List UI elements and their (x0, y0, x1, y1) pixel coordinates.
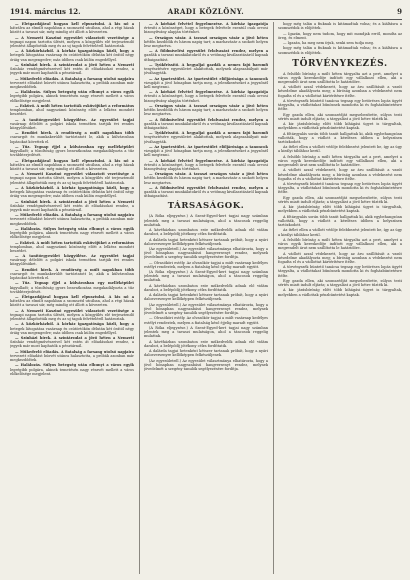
story-paragraph: hogy még talán a fiuknak is kitámadtak volna; és a kiáltásra a szomszédok is előjöttek. (278, 22, 402, 31)
society-paragraph: — Olvasóköri estély. Az olvasókör tagjai a múlt vasárnap kedélyes estélyt rendeztek, melyen a fiatalság késő éjjelig maradt együtt. (144, 316, 268, 325)
society-paragraph: (A Róka eljegyzése.) A Szent-Egyed-kert tagjai nagy számban jelentek meg a tavaszi mulatságon, ahol a táncosok reggelig mulattak. (144, 270, 268, 283)
news-paragraph: — Műkedvelő előadás. A fiatalság a farsang utolsó napjaira tervezett előadást húsvét utánra halasztotta, a próbák azonban már megkezdődtek. (10, 349, 134, 363)
news-paragraph: — A közkórházból. A kórház igazgatósága közli, hogy a betegek látogatása vasárnap és csütörtökön délután két órától négy óráig van megengedve; más időben csak külön engedéllyel. (10, 322, 134, 335)
news-paragraph: — A földmívelési egyesület felolvasást rendez, melyen a gazdák a tavaszi munkálatokról és a vetőmag kiválasztásáról kapnak útbaigazítást. (144, 185, 268, 199)
society-paragraph: (Az egyesületről.) Az egyesület választmánya elhatározta, hogy a jövő hónapban nagyszabású hangversenyt rendez, melynek jövedelmét a szegény tanulók segélyezésére fordítja. (144, 302, 268, 316)
news-paragraph: — A közkórházból. A kórház igazgatósága közli, hogy a betegek látogatása vasárnap és csütörtökön délután két órától négy óráig van megengedve; más időben csak külön engedéllyel. (10, 185, 134, 199)
society-paragraph: (Az egyesületről.) Az egyesület választmánya elhatározta, hogy a jövő hónapban nagyszabású hangversenyt rendez, melynek jövedelmét a szegény tanulók segélyezésére fordítja. (144, 358, 268, 371)
court-paragraph: A vádlott azzal védekezett, hogy az áru szállítását a vasút késedelme akadályozta meg; a bíróság azonban a védekezést nem fogadta el és a vádlottat kártérítésre ítélte. (278, 85, 402, 98)
news-paragraph: — Az ipartestület. Az ipartestület elöljárósága a tanoncok vizsgáját a jövő hónapban tartja meg, a jelentkezéseket a jegyzőnél kell megtenni. (144, 144, 268, 158)
section-heading-tarsasagok: TÁRSASÁGOK. (167, 201, 245, 212)
news-paragraph: — Halálozás. Súlyos betegség után elhunyt a város egyik legrégibb polgára, akinek temetésén nagy részvét mellett a város előkelősége megjelent. (10, 363, 134, 376)
news-paragraph: — Tűz. Tegnap éjjel a külvárosban egy melléképület kigyulladt; a tűzoltóság gyors beavatkozása megakadályozta a tűz továbbterjedését. (10, 144, 134, 158)
news-paragraph: — Országos vásár. A tavaszi országos vásár a jövő héten hétfőn kezdődik és három napig tart; a marhavásár a szokott helyen lesz megtartva. (144, 35, 268, 48)
news-paragraph: — Tyúkfrissítő. A hegyaljai gazdák a nemes fajú baromfi tenyésztésére egyesületet alakítottak, melynek alapszabályait már jóváhagyták. (144, 131, 268, 144)
court-paragraph: A kir. járásbíróság előtt több kihágási ügyet is tárgyaltak, melyekben a vádlottak pénzbüntetést kaptak. (278, 205, 402, 214)
news-paragraph: — A Nemzeti Kaszinó egyesület választott vezetősége a tegnapi napon tartotta ülését, melyen a közgyűlés elé terjesztendő jelentést állapították meg és az uj tagok felvételéről határoztak. (10, 172, 134, 185)
news-paragraph: — A földmívelési egyesület felolvasást rendez, melyen a gazdák a tavaszi munkálatokról és a vetőmag kiválasztásáról kapnak útbaigazítást. (144, 49, 268, 62)
court-paragraph: A vádlott azzal védekezett, hogy az áru szállítását a vasút késedelme akadályozta meg; a bíróság azonban a védekezést nem fogadta el és a vádlottat kártérítésre ítélte. (278, 251, 402, 264)
news-paragraph: — Halálozás. Súlyos betegség után elhunyt a város egyik legrégibb polgára, akinek temetésén nagy részvét mellett a város előkelősége megjelent. (10, 90, 134, 103)
news-paragraph: — A tanítóegyesület közgyűlése. Az egyesület tagjai vasárnap délelőtt a polgári iskola termében tartják évi rendes közgyűlésüket. (10, 117, 134, 130)
news-paragraph: — Színházi hírek. A színtársulat a jövő héten a Nemzeti Színház vendégművészeivel két estén át előadásokat rendez, a jegyek már most kaphatók a pénztárnál. (10, 62, 134, 76)
court-paragraph: A főtárgyalás során több tanút hallgattak ki, akik egybehangzóan vallották, hogy a vádlott a kérdéses időben a helyszínen tartózkodott. (278, 214, 402, 228)
page-header (10, 6, 402, 20)
section-heading-torvenykezes: TÖRVÉNYKEZÉS. (292, 58, 388, 69)
court-paragraph: A törvényszék büntető tanácsa tegnap egy betöréses lopás ügyét tárgyalta, a vádlottakat bűnösnek mondotta ki és fogházbüntetésre ítélte. (278, 98, 402, 112)
news-paragraph: — Az ipartestület. Az ipartestület elöljárósága a tanoncok vizsgáját a jövő hónapban tartja meg, a jelentkezéseket a jegyzőnél kell megtenni. (144, 76, 268, 89)
court-paragraph: A felsőbb bíróság a múlt héten tárgyalta azt a pert, amelyet a város egyik kereskedője indított egy vállalkozó ellen, aki a megrendelt árut nem szállította le határidőre. (278, 71, 402, 84)
society-paragraph: A kávéházban szombaton este műkedvelők adnak elő vidám darabot, a belépődíj jótékony célra fordíttatik. (144, 339, 268, 348)
story-paragraph: hogy még talán a fiuknak is kitámadtak volna; és a kiáltásra a szomszédok is előjöttek. (278, 46, 402, 55)
news-paragraph: — A Nemzeti Kaszinó egyesület választott vezetősége a tegnapi napon tartotta ülését, melyen a közgyűlés elé terjesztendő jelentést állapították meg és az uj tagok felvételéről határoztak. (10, 308, 134, 322)
column-right (278, 22, 402, 574)
news-paragraph: — Műkedvelő előadás. A fiatalság a farsang utolsó napjaira tervezett előadást húsvét utánra halasztotta, a próbák azonban már megkezdődtek. (10, 213, 134, 226)
story-paragraph: — Igazán, hogy nem tudom, hogy mit mondjak erről, mondta az öreg, és elment. (278, 31, 402, 40)
news-paragraph: — Rendőri hírek. A rendőrség a múlt napokban több csavargót és munkakerülőt tartóztatott le, akik a külvárosban lopásokat követtek el. (10, 267, 134, 281)
court-paragraph: Egy gazda ellen, aki szomszédját megsebesítette, súlyos testi sértés miatt indult eljárás; a tárgyalást a jövő hétre tűzték ki. (278, 112, 402, 121)
court-paragraph: A törvényszék büntető tanácsa tegnap egy betöréses lopás ügyét tárgyalta, a vádlottakat bűnösnek mondotta ki és fogházbüntetésre ítélte. (278, 182, 402, 195)
column-left (10, 22, 134, 574)
court-paragraph: A felsőbb bíróság a múlt héten tárgyalta azt a pert, amelyet a város egyik kereskedője indított egy vállalkozó ellen, aki a megrendelt árut nem szállította le határidőre. (278, 237, 402, 251)
news-paragraph: — A földmívelési egyesület felolvasást rendez, melyen a gazdák a tavaszi munkálatokról és a vetőmag kiválasztásáról kapnak útbaigazítást. (144, 117, 268, 130)
court-paragraph: A felsőbb bíróság a múlt héten tárgyalta azt a pert, amelyet a város egyik kereskedője indított egy vállalkozó ellen, aki a megrendelt árut nem szállította le határidőre. (278, 154, 402, 168)
news-paragraph: — Műkedvelő előadás. A fiatalság a farsang utolsó napjaira tervezett előadást húsvét utánra halasztotta, a próbák azonban már megkezdődtek. (10, 76, 134, 89)
society-paragraph: (Az egyesületről.) Az egyesület választmánya elhatározta, hogy a jövő hónapban nagyszabású hangversenyt rendez, melynek jövedelmét a szegény tanulók segélyezésére fordítja. (144, 247, 268, 260)
news-paragraph: — A kórházi felvétel fegyelmezése. A kórház igazgatója értesíti a közönséget, hogy a betegek felvétele ezentúl csak orvosi bizonyítvány alapján történhet. (144, 158, 268, 171)
news-paragraph: — Életgazdájával hogyan kell elpusztulni. A kis nő a hátrálva az elmúlt napokban a szomszéd utcában, ahol a régi házak között a tavaszi sár, még mindig ott állott a kövezeten. (10, 158, 134, 171)
article-columns (10, 22, 402, 574)
court-paragraph: A törvényszék büntető tanácsa tegnap egy betöréses lopás ügyét tárgyalta, a vádlottakat bűnösnek mondotta ki és fogházbüntetésre ítélte. (278, 265, 402, 278)
court-paragraph: Az ítélet ellen a vádlott védője felebbezést jelentett be, így az ügy a királyi táblához kerül. (278, 228, 402, 237)
newspaper-title: ARADI KÖZLÖNY. (167, 7, 245, 16)
news-paragraph: — Tűz. Tegnap éjjel a külvárosban egy melléképület kigyulladt; a tűzoltóság gyors beavatkozása megakadályozta a tűz továbbterjedését. (10, 281, 134, 294)
society-paragraph: A dalárda tagjai hetenként kétszer tartanak próbát, hogy a nyári dalosversenyre kellőképpen felkészüljenek. (144, 349, 268, 358)
news-paragraph: — A kórházi felvétel fegyelmezése. A kórház igazgatója értesíti a közönséget, hogy a betegek felvétele ezentúl csak orvosi bizonyítvány alapján történhet. (144, 22, 268, 35)
news-paragraph: — Országos vásár. A tavaszi országos vásár a jövő héten hétfőn kezdődik és három napig tart; a marhavásár a szokott helyen lesz megtartva. (144, 103, 268, 117)
news-paragraph: — A kórházi felvétel fegyelmezése. A kórház igazgatója értesíti a közönséget, hogy a betegek felvétele ezentúl csak orvosi bizonyítvány alapján történhet. (144, 90, 268, 103)
news-paragraph: — Tyúkfrissítő. A hegyaljai gazdák a nemes fajú baromfi tenyésztésére egyesületet alakítottak, melynek alapszabályait már jóváhagyták. (144, 62, 268, 76)
society-paragraph: (A Róka eljegyzése.) A Szent-Egyed-kert tagjai nagy számban jelentek meg a tavaszi mulatságon, ahol a táncosok reggelig mulattak. (144, 214, 268, 227)
news-paragraph: — Esküvő. A múlt héten tartották esküvőjüket a református templomban, ahol nagyszámú közönség előtt a lelkész mondott beszédet. (10, 103, 134, 117)
society-paragraph: A dalárda tagjai hetenként kétszer tartanak próbát, hogy a nyári dalosversenyre kellőképpen felkészüljenek. (144, 237, 268, 246)
news-paragraph: — Rendőri hírek. A rendőrség a múlt napokban több csavargót és munkakerülőt tartóztatott le, akik a külvárosban lopásokat követtek el. (10, 131, 134, 144)
news-paragraph: — Országos vásár. A tavaszi országos vásár a jövő héten hétfőn kezdődik és három napig tart; a marhavásár a szokott helyen lesz megtartva. (144, 172, 268, 185)
news-paragraph: — A közkórházból. A kórház igazgatósága közli, hogy a betegek látogatása vasárnap és csütörtökön délután két órától négy óráig van megengedve; más időben csak külön engedéllyel. (10, 49, 134, 62)
column-middle (144, 22, 268, 574)
column-divider (139, 22, 140, 574)
court-paragraph: A főtárgyalás során több tanút hallgattak ki, akik egybehangzóan vallották, hogy a vádlott a kérdéses időben a helyszínen tartózkodott. (278, 131, 402, 144)
news-paragraph: — Színházi hírek. A színtársulat a jövő héten a Nemzeti Színház vendégművészeivel két estén át előadásokat rendez, a jegyek már most kaphatók a pénztárnál. (10, 336, 134, 349)
news-paragraph: — Életgazdájával hogyan kell elpusztulni. A kis nő a hátrálva az elmúlt napokban a szomszéd utcában, ahol a régi házak között a tavaszi sár, még mindig ott állott a kövezeten. (10, 22, 134, 35)
court-paragraph: A kir. járásbíróság előtt több kihágási ügyet is tárgyaltak, melyekben a vádlottak pénzbüntetést kaptak. (278, 122, 402, 131)
society-paragraph: A kávéházban szombaton este műkedvelők adnak elő vidám darabot, a belépődíj jótékony célra fordíttatik. (144, 283, 268, 292)
page-number: 9 (397, 7, 402, 16)
news-paragraph: — Halálozás. Súlyos betegség után elhunyt a város egyik legrégibb polgára, akinek temetésén nagy részvét mellett a város előkelősége megjelent. (10, 226, 134, 240)
court-paragraph: Az ítélet ellen a vádlott védője felebbezést jelentett be, így az ügy a királyi táblához kerül. (278, 145, 402, 154)
news-paragraph: — Színházi hírek. A színtársulat a jövő héten a Nemzeti Színház vendégművészeivel két estén át előadásokat rendez, a jegyek már most kaphatók a pénztárnál. (10, 199, 134, 212)
society-paragraph: A dalárda tagjai hetenként kétszer tartanak próbát, hogy a nyári dalosversenyre kellőképpen felkészüljenek. (144, 293, 268, 302)
issue-date: 1914. március 12. (10, 7, 81, 16)
news-paragraph: — Esküvő. A múlt héten tartották esküvőjüket a református templomban, ahol nagyszámú közönség előtt a lelkész mondott beszédet. (10, 240, 134, 253)
news-paragraph: — A tanítóegyesület közgyűlése. Az egyesület tagjai vasárnap délelőtt a polgári iskola termében tartják évi rendes közgyűlésüket. (10, 254, 134, 267)
newspaper-page (10, 6, 402, 576)
column-divider (273, 22, 274, 574)
court-paragraph: Egy gazda ellen, aki szomszédját megsebesítette, súlyos testi sértés miatt indult eljárás; a tárgyalást a jövő hétre tűzték ki. (278, 278, 402, 288)
society-paragraph: (A Róka eljegyzése.) A Szent-Egyed-kert tagjai nagy számban jelentek meg a tavaszi mulatságon, ahol a táncosok reggelig mulattak. (144, 325, 268, 339)
court-paragraph: Egy gazda ellen, aki szomszédját megsebesítette, súlyos testi sértés miatt indult eljárás; a tárgyalást a jövő hétre tűzték ki. (278, 195, 402, 204)
news-paragraph: — Életgazdájával hogyan kell elpusztulni. A kis nő a hátrálva az elmúlt napokban a szomszéd utcában, ahol a régi házak között a tavaszi sár, még mindig ott állott a kövezeten. (10, 295, 134, 308)
news-paragraph: — A Nemzeti Kaszinó egyesület választott vezetősége a tegnapi napon tartotta ülését, melyen a közgyűlés elé terjesztendő jelentést állapították meg és az uj tagok felvételéről határoztak. (10, 35, 134, 48)
society-paragraph: — Olvasóköri estély. Az olvasókör tagjai a múlt vasárnap kedélyes estélyt rendeztek, melyen a fiatalság késő éjjelig maradt együtt. (144, 260, 268, 269)
court-paragraph: A vádlott azzal védekezett, hogy az áru szállítását a vasút késedelme akadályozta meg; a bíróság azonban a védekezést nem fogadta el és a vádlottat kártérítésre ítélte. (278, 168, 402, 181)
society-paragraph: A kávéházban szombaton este műkedvelők adnak elő vidám darabot, a belépődíj jótékony célra fordíttatik. (144, 228, 268, 237)
story-paragraph: — Igazán, ha meg nem írjuk, senki sem tudja meg. (283, 41, 375, 45)
court-paragraph: A kir. járásbíróság előtt több kihágási ügyet is tárgyaltak, melyekben a vádlottak pénzbüntetést kaptak. (278, 288, 402, 297)
